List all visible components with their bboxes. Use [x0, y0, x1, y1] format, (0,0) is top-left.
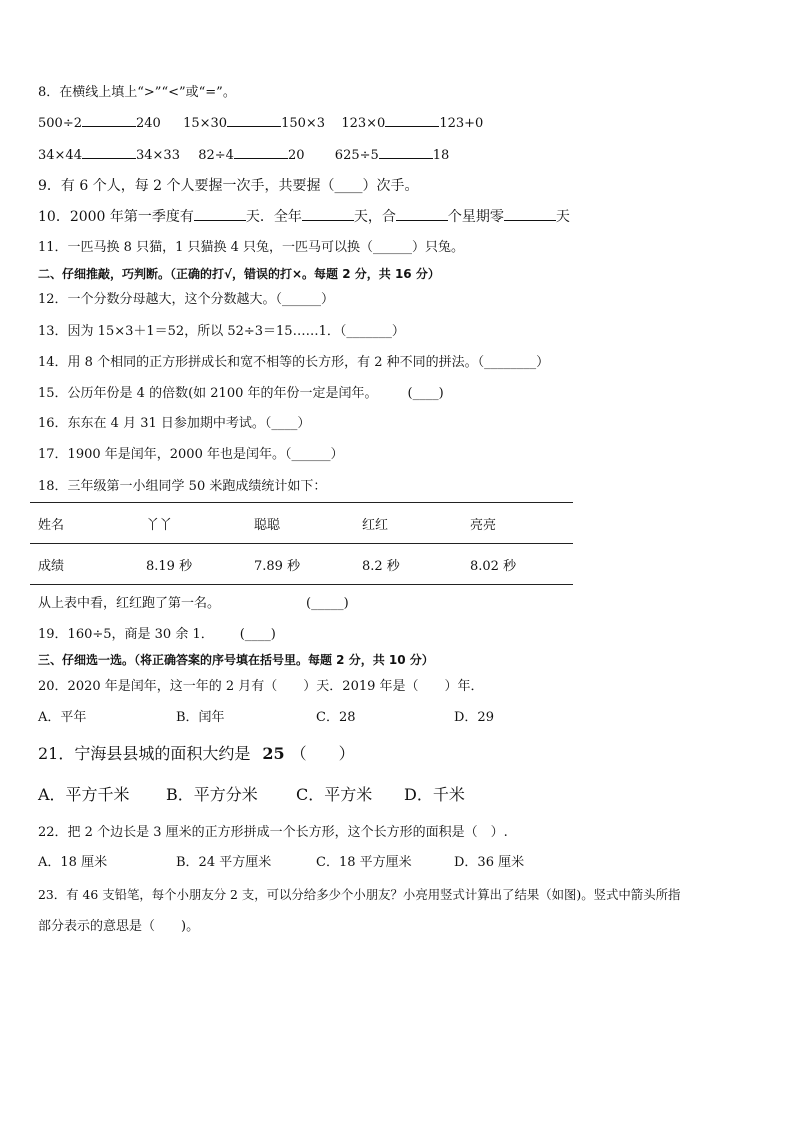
question-21-options — [38, 786, 465, 804]
q8-expr: 625÷5 — [334, 148, 379, 163]
table-cell: 7.89 秒 — [246, 544, 354, 585]
question-16: 16．东东在 4 月 31 日参加期中考试。（____） — [38, 416, 311, 431]
table-row — [30, 544, 573, 585]
question-8-prompt: 8．在横线上填上“>”“<”或“=”。 — [38, 85, 236, 100]
option-d[interactable]: D．36 厘米 — [454, 855, 525, 870]
answer-blank[interactable] — [385, 114, 439, 127]
q8-expr: 20 — [287, 148, 305, 163]
q19-text: 19．160÷5，商是 30 余 1． — [38, 627, 214, 642]
answer-blank[interactable] — [396, 208, 448, 221]
question-8-row-2 — [38, 146, 449, 165]
option-c[interactable]: C．平方米 — [296, 785, 373, 804]
answer-blank[interactable] — [504, 208, 556, 221]
question-18-prompt: 18．三年级第一小组同学 50 米跑成绩统计如下： — [38, 479, 327, 494]
table-cell: 8.2 秒 — [354, 544, 462, 585]
table-cell: 姓名 — [30, 503, 138, 544]
option-b[interactable]: B．24 平方厘米 — [176, 855, 272, 870]
question-10 — [38, 208, 570, 226]
question-23-line-2: 部分表示的意思是（ )。 — [38, 919, 200, 934]
question-13: 13．因为 15×3＋1＝52，所以 52÷3＝15……1．（_______） — [38, 324, 405, 339]
answer-blank[interactable] — [227, 114, 281, 127]
question-12: 12．一个分数分母越大，这个分数越大。（______） — [38, 292, 335, 307]
question-21 — [38, 745, 355, 763]
option-d[interactable]: D．29 — [454, 710, 494, 725]
q8-expr: 82÷4 — [198, 148, 234, 163]
question-15 — [38, 385, 444, 403]
table-header-row — [30, 503, 573, 544]
q8-expr: 34×44 — [38, 148, 82, 163]
q18-statement-text: 从上表中看，红红跑了第一名。 — [38, 596, 221, 611]
table-cell: 丫丫 — [138, 503, 246, 544]
answer-blank[interactable] — [82, 146, 136, 159]
q8-expr: 18 — [432, 148, 450, 163]
question-18-statement — [38, 595, 349, 613]
q10-text: 天．全年 — [245, 209, 302, 225]
q10-text: 个星期零 — [447, 209, 504, 225]
question-8-row-1 — [38, 114, 483, 133]
answer-blank[interactable] — [302, 208, 354, 221]
q8-expr: 123+0 — [439, 116, 484, 131]
option-a[interactable]: A．平方千米 — [38, 785, 130, 804]
q21-answer-paren[interactable]: （ ） — [290, 744, 355, 763]
question-19 — [38, 626, 276, 644]
q10-text: 天，合 — [353, 209, 396, 225]
q8-expr: 34×33 — [135, 148, 180, 163]
q10-text: 天 — [555, 209, 570, 225]
score-table — [30, 502, 573, 585]
q8-expr: 123×0 — [341, 116, 386, 131]
table-cell: 成绩 — [30, 544, 138, 585]
question-17: 17．1900 年是闰年，2000 年也是闰年。（______） — [38, 447, 344, 462]
section-2-heading: 二、仔细推敲，巧判断。（正确的打√，错误的打×。每题 2 分，共 16 分） — [38, 267, 440, 281]
q10-text: 10．2000 年第一季度有 — [38, 209, 194, 225]
answer-blank[interactable] — [82, 114, 136, 127]
table-cell: 聪聪 — [246, 503, 354, 544]
question-22-options — [38, 854, 524, 872]
question-22: 22．把 2 个边长是 3 厘米的正方形拼成一个长方形，这个长方形的面积是（ ）. — [38, 825, 508, 840]
answer-blank[interactable] — [379, 146, 433, 159]
question-11: 11．一匹马换 8 只猫，1 只猫换 4 只兔，一匹马可以换（______）只兔。 — [38, 240, 465, 255]
q8-expr: 150×3 — [281, 116, 326, 131]
q21-text: 21．宁海县县城的面积大约是 — [38, 744, 251, 763]
q18-answer-paren[interactable]: (_____) — [306, 596, 349, 611]
table-cell: 亮亮 — [462, 503, 573, 544]
table-cell: 8.02 秒 — [462, 544, 573, 585]
table-cell: 红红 — [354, 503, 462, 544]
option-a[interactable]: A．18 厘米 — [38, 855, 108, 870]
q8-expr: 500÷2 — [38, 116, 82, 131]
q8-expr: 15×30 — [183, 116, 228, 131]
q19-answer-paren[interactable]: (____) — [239, 627, 276, 642]
option-d[interactable]: D．千米 — [404, 785, 465, 804]
q8-expr: 240 — [135, 116, 161, 131]
answer-blank[interactable] — [234, 146, 288, 159]
q21-number: 25 — [262, 744, 285, 763]
question-9: 9．有 6 个人，每 2 个人要握一次手，共要握（____）次手。 — [38, 178, 419, 194]
question-23-line-1: 23．有 46 支铅笔，每个小朋友分 2 支，可以分给多少个小朋友？小亮用竖式计算出了结果（如图)。竖式中箭头所指 — [38, 887, 681, 902]
question-14: 14．用 8 个相同的正方形拼成长和宽不相等的长方形，有 2 种不同的拼法。（________） — [38, 355, 550, 370]
option-c[interactable]: C．28 — [316, 710, 356, 725]
q15-text: 15．公历年份是 4 的倍数(如 2100 年的年份一定是闰年。 — [38, 386, 378, 401]
option-b[interactable]: B．平方分米 — [166, 785, 258, 804]
option-a[interactable]: A．平年 — [38, 710, 87, 725]
q15-answer-paren[interactable]: (____) — [407, 386, 444, 401]
question-20-options — [38, 709, 494, 727]
question-20: 20．2020 年是闰年，这一年的 2 月有（ ）天．2019 年是（ ）年． — [38, 679, 484, 694]
section-3-heading: 三、仔细选一选。（将正确答案的序号填在括号里。每题 2 分，共 10 分） — [38, 653, 434, 667]
option-c[interactable]: C．18 平方厘米 — [316, 855, 412, 870]
answer-blank[interactable] — [194, 208, 246, 221]
table-cell: 8.19 秒 — [138, 544, 246, 585]
option-b[interactable]: B．闰年 — [176, 710, 225, 725]
